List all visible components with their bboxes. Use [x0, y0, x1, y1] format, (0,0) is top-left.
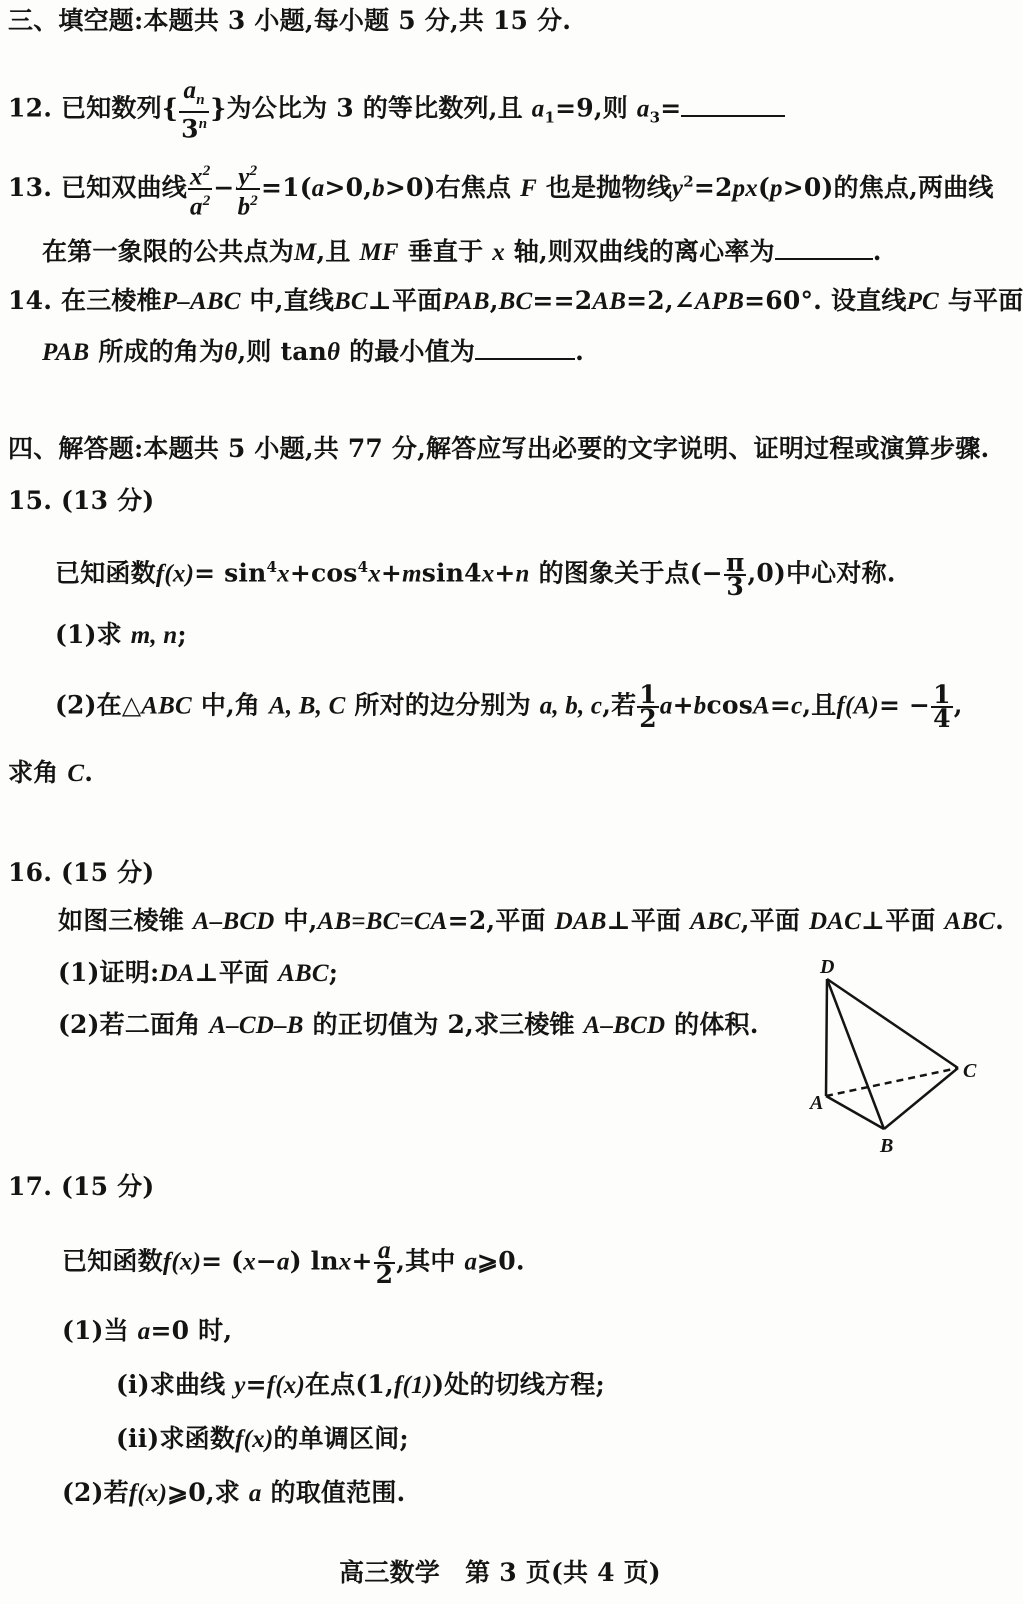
label-A: A — [810, 1092, 824, 1114]
fraction-one-quarter: $\frac{1}{4}$ — [933, 680, 951, 733]
edge-DC — [827, 979, 958, 1068]
edge-DA — [826, 979, 827, 1096]
question-15-stem: 已知函数$f(x)= \sin^4x+\cos^4x+msin4x+n$ 的图象关于点(− $\frac{\pi}{3}$ ,0)中心对称. — [55, 547, 896, 601]
label-D: D — [820, 956, 835, 978]
question-number: 14. — [8, 286, 53, 315]
question-17-stem: 已知函数f(x)= (x−a) lnx+ $\frac{a}{2}$ ,其中 a⩾0. — [62, 1237, 525, 1289]
fraction-one-half: $\frac{1}{2}$ — [639, 680, 657, 733]
fraction-pi-over-3: $\frac{\pi}{3}$ — [725, 547, 745, 601]
edge-AC-hidden — [826, 1068, 958, 1096]
question-17-part-2: (2)若f(x)⩾0,求 a 的取值范围. — [62, 1478, 406, 1507]
question-17-part-1-ii: (ii)求函数f(x)的单调区间; — [116, 1424, 409, 1453]
question-16-part-2: (2)若二面角 A–CD–B 的正切值为 2,求三棱锥 A–BCD 的体积. — [58, 1010, 759, 1039]
question-17-part-1-i: (i)求曲线 y=f(x)在点(1,f(1))处的切线方程; — [116, 1370, 605, 1399]
question-number: 13. — [8, 172, 53, 202]
answer-blank[interactable] — [681, 91, 785, 117]
fraction-y2-over-b2: $\frac{y^2}{b^2}$ — [236, 160, 260, 219]
question-15-part-1: (1)求 m, n; — [55, 620, 187, 649]
question-14-continued: PAB 所成的角为θ,则 tanθ 的最小值为 . — [42, 334, 584, 370]
edge-BC — [884, 1068, 958, 1129]
question-16-part-1: (1)证明:DA⊥平面 ABC; — [58, 958, 339, 987]
page-footer: 高三数学 第 3 页(共 4 页) — [339, 1558, 661, 1587]
answer-blank[interactable] — [775, 234, 873, 260]
tetrahedron-diagram — [810, 955, 990, 1165]
question-number: 12. — [8, 93, 53, 123]
edge-AB — [826, 1096, 884, 1129]
section-4-heading: 四、解答题:本题共 5 小题,共 77 分,解答应写出必要的文字说明、证明过程或演算步骤. — [8, 434, 990, 463]
fraction-an-over-3n: $\frac{a_n}{3^n}$ — [181, 77, 208, 144]
section-3-heading: 三、填空题:本题共 3 小题,每小题 5 分,共 15 分. — [8, 6, 572, 35]
question-14: 14. 在三棱椎P–ABC 中,直线BC⊥平面PAB,BC==2AB=2,∠APB=60°. 设直线PC 与平面 — [8, 286, 1023, 315]
fraction-a-over-2: $\frac{a}{2}$ — [375, 1237, 394, 1289]
question-15-header: 15. (13 分) — [8, 486, 155, 515]
question-15-part-2-continued: 求角 C. — [8, 758, 94, 787]
question-16-stem: 如图三棱锥 A–BCD 中,AB=BC=CA=2,平面 DAB⊥平面 ABC,平面 DAC⊥平面 ABC. — [58, 906, 1005, 935]
answer-blank[interactable] — [475, 334, 575, 360]
question-15-part-2: (2)在△ABC 中,角 A, B, C 所对的边分别为 a, b, c,若 $\frac{1}{2}$ a+bcosA=c,且f(A)= − $\frac{1}{4}$ , — [55, 680, 963, 733]
question-16-header: 16. (15 分) — [8, 858, 155, 887]
fraction-x2-over-a2: $\frac{x^2}{a^2}$ — [188, 160, 212, 219]
question-17-header: 17. (15 分) — [8, 1172, 155, 1201]
question-12: 12. 已知数列{ $\frac{a_n}{3^n}$ }为公比为 3 的等比数列,且 $a_1=9$,则 $a_3=$ — [8, 80, 785, 140]
question-17-part-1: (1)当 a=0 时, — [62, 1316, 233, 1345]
label-B: B — [880, 1135, 894, 1157]
edge-DB — [827, 979, 884, 1129]
label-C: C — [963, 1060, 977, 1082]
question-13-continued: 在第一象限的公共点为M,且 MF 垂直于 x 轴,则双曲线的离心率为 . — [42, 234, 882, 270]
question-13: 13. 已知双曲线 $\frac{x^2}{a^2}$ − $\frac{y^2}{b^2}$ =1(a>0,b>0)右焦点 F 也是抛物线$y^2=2px(p>0)$的焦点,两曲线 — [8, 160, 994, 219]
